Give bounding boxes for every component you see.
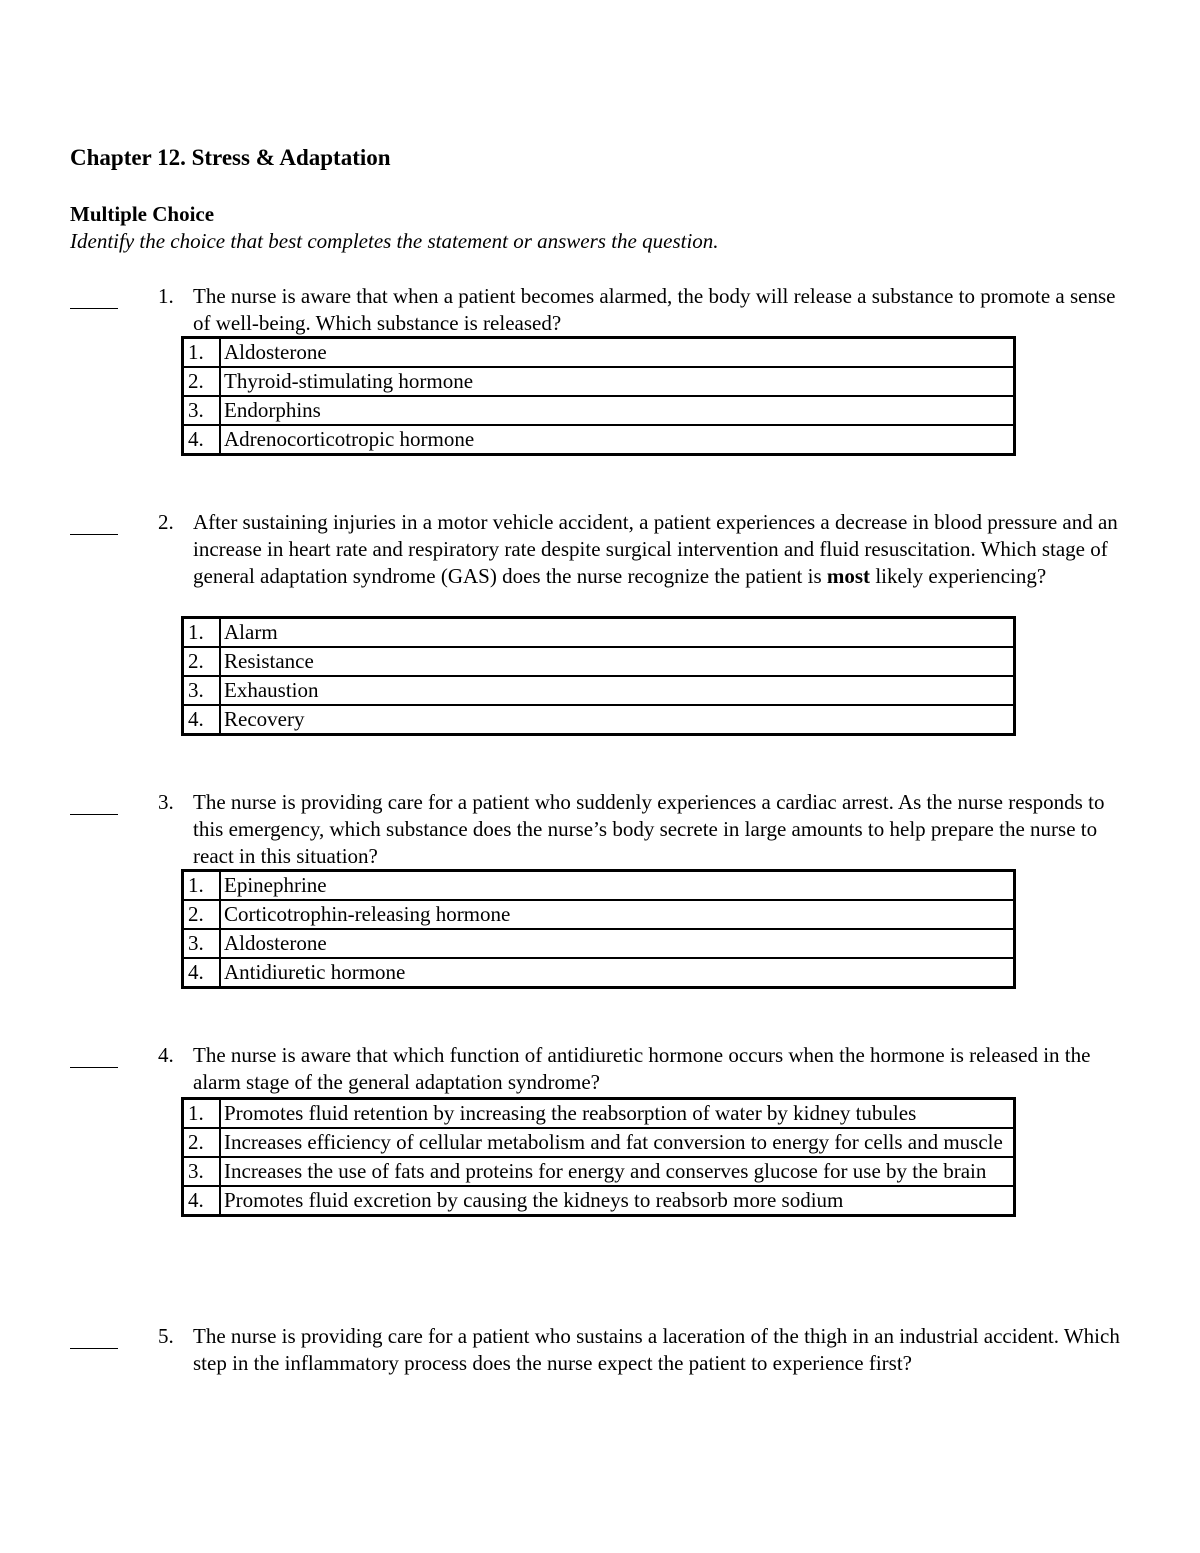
choice-number: 2. (183, 367, 221, 396)
choice-row[interactable] (183, 1157, 1015, 1186)
choice-row[interactable] (183, 871, 1015, 901)
choice-number: 4. (183, 705, 221, 735)
choice-row[interactable] (183, 900, 1015, 929)
choice-text: Resistance (220, 647, 1015, 676)
choice-number: 3. (183, 676, 221, 705)
choice-text: Aldosterone (220, 338, 1015, 368)
choice-text: Corticotrophin-releasing hormone (220, 900, 1015, 929)
choice-row[interactable] (183, 338, 1015, 368)
choice-text: Recovery (220, 705, 1015, 735)
choice-text: Promotes fluid excretion by causing the kidneys to reabsorb more sodium (220, 1186, 1015, 1216)
choices-table (181, 1097, 1016, 1217)
choice-number: 2. (183, 900, 221, 929)
question-text: The nurse is providing care for a patient who suddenly experiences a cardiac arrest. As the nurse responds to this emergency, which substance does the nurse’s body secrete in large amounts to help prepare the nurse to react in this situation? (193, 790, 1105, 868)
answer-blank[interactable] (70, 814, 118, 815)
section-heading: Multiple Choice (70, 202, 215, 226)
choice-row[interactable] (183, 396, 1015, 425)
choice-number: 2. (183, 1128, 221, 1157)
choices-table (181, 869, 1016, 989)
choice-row[interactable] (183, 929, 1015, 958)
question-text-emphasis: most (826, 564, 871, 588)
choice-row[interactable] (183, 367, 1015, 396)
choice-number: 4. (183, 425, 221, 455)
question-text: The nurse is providing care for a patient who sustains a laceration of the thigh in an industrial accident. Which step in the inflammatory process does the nurse expect the patient to experience first? (193, 1324, 1120, 1375)
choice-row[interactable] (183, 425, 1015, 455)
chapter-title: Chapter 12. Stress & Adaptation (70, 145, 391, 170)
choice-row[interactable] (183, 705, 1015, 735)
question-number: 4. (158, 1043, 174, 1067)
choice-text: Alarm (220, 618, 1015, 648)
choice-text: Increases the use of fats and proteins for energy and conserves glucose for use by the brain (220, 1157, 1015, 1186)
choice-row[interactable] (183, 618, 1015, 648)
question-text: The nurse is aware that when a patient becomes alarmed, the body will release a substance to promote a sense of well-being. Which substance is released? (193, 284, 1116, 335)
choice-text: Adrenocorticotropic hormone (220, 425, 1015, 455)
choices-table (181, 336, 1016, 456)
choice-text: Aldosterone (220, 929, 1015, 958)
choice-text: Endorphins (220, 396, 1015, 425)
answer-blank[interactable] (70, 1348, 118, 1349)
choice-row[interactable] (183, 958, 1015, 988)
choices-table (181, 616, 1016, 736)
question-text-part: likely experiencing? (870, 564, 1047, 588)
choice-row[interactable] (183, 647, 1015, 676)
choice-number: 1. (183, 338, 221, 368)
choice-text: Promotes fluid retention by increasing the reabsorption of water by kidney tubules (220, 1099, 1015, 1129)
choice-number: 1. (183, 1099, 221, 1129)
answer-blank[interactable] (70, 534, 118, 535)
choice-text: Exhaustion (220, 676, 1015, 705)
choice-number: 3. (183, 396, 221, 425)
choice-number: 1. (183, 871, 221, 901)
choice-row[interactable] (183, 1128, 1015, 1157)
choice-text: Increases efficiency of cellular metabolism and fat conversion to energy for cells and muscle (220, 1128, 1015, 1157)
choice-number: 3. (183, 1157, 221, 1186)
answer-blank[interactable] (70, 1067, 118, 1068)
choice-row[interactable] (183, 1099, 1015, 1129)
choice-text: Thyroid-stimulating hormone (220, 367, 1015, 396)
choice-number: 4. (183, 1186, 221, 1216)
answer-blank[interactable] (70, 308, 118, 309)
section-instructions: Identify the choice that best completes the statement or answers the question. (70, 229, 719, 253)
choice-text: Epinephrine (220, 871, 1015, 901)
choice-number: 4. (183, 958, 221, 988)
choice-number: 2. (183, 647, 221, 676)
question-number: 5. (158, 1324, 174, 1348)
choice-number: 3. (183, 929, 221, 958)
choice-row[interactable] (183, 676, 1015, 705)
choice-row[interactable] (183, 1186, 1015, 1216)
question-text (193, 509, 1138, 590)
question-number: 2. (158, 510, 174, 534)
question-number: 3. (158, 790, 174, 814)
question-text-part: After sustaining injuries in a motor vehicle accident, a patient experiences a decrease in blood pressure and an increase in heart rate and respiratory rate despite surgical intervention and fluid resuscitation. Which stage of general adaptation syndrome (GAS) does the nurse recognize the patient is (193, 510, 1118, 588)
choice-number: 1. (183, 618, 221, 648)
choice-text: Antidiuretic hormone (220, 958, 1015, 988)
question-text: The nurse is aware that which function of antidiuretic hormone occurs when the hormone is released in the alarm stage of the general adaptation syndrome? (193, 1043, 1091, 1094)
question-number: 1. (158, 284, 174, 308)
